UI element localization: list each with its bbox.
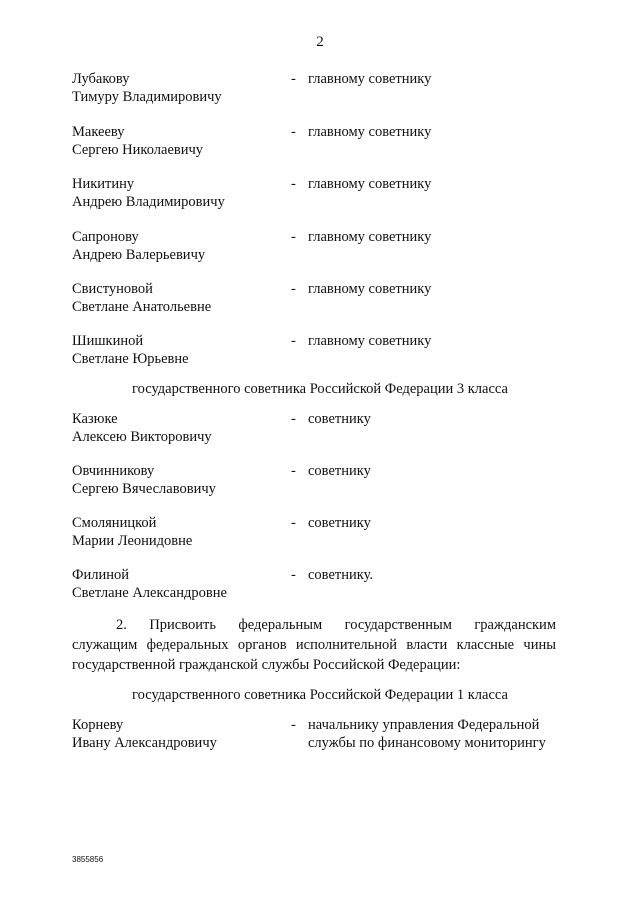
dash: - bbox=[291, 124, 296, 140]
appointment-entry bbox=[72, 514, 572, 554]
surname: Никитину bbox=[72, 176, 135, 192]
position: главному советнику bbox=[308, 71, 432, 87]
page-number: 2 bbox=[316, 34, 324, 50]
position: советнику bbox=[308, 463, 371, 479]
appointment-entry bbox=[72, 716, 572, 772]
dash: - bbox=[291, 229, 296, 245]
appointment-entry bbox=[72, 228, 572, 268]
dash: - bbox=[291, 333, 296, 349]
paragraph-2-first-line: 2. Присвоить федеральным государственным гражданским bbox=[116, 617, 556, 633]
position: главному советнику bbox=[308, 229, 432, 245]
dash: - bbox=[291, 515, 296, 531]
surname: Лубакову bbox=[72, 71, 130, 87]
surname: Филиной bbox=[72, 567, 129, 583]
given-names: Светлане Анатольевне bbox=[72, 299, 212, 315]
given-names: Марии Леонидовне bbox=[72, 533, 193, 549]
appointment-entry bbox=[72, 175, 572, 215]
surname: Макееву bbox=[72, 124, 125, 140]
position: главному советнику bbox=[308, 176, 432, 192]
surname: Корневу bbox=[72, 717, 124, 733]
surname: Казюке bbox=[72, 411, 118, 427]
given-names: Алексею Викторовичу bbox=[72, 429, 212, 445]
surname: Свистуновой bbox=[72, 281, 153, 297]
appointment-entry bbox=[72, 462, 572, 502]
given-names: Ивану Александровичу bbox=[72, 735, 217, 751]
paragraph-2 bbox=[72, 615, 556, 675]
dash: - bbox=[291, 71, 296, 87]
dash: - bbox=[291, 281, 296, 297]
rank-heading-class-3: государственного советника Российской Федерации 3 класса bbox=[132, 381, 508, 397]
surname: Шишкиной bbox=[72, 333, 144, 349]
appointment-entry bbox=[72, 410, 572, 450]
surname: Сапронову bbox=[72, 229, 139, 245]
dash: - bbox=[291, 176, 296, 192]
dash: - bbox=[291, 411, 296, 427]
surname: Смоляницкой bbox=[72, 515, 157, 531]
given-names: Сергею Николаевичу bbox=[72, 142, 204, 158]
given-names: Андрею Валерьевичу bbox=[72, 247, 206, 263]
position: советнику bbox=[308, 515, 371, 531]
given-names: Светлане Юрьевне bbox=[72, 351, 189, 367]
appointment-entry bbox=[72, 332, 572, 372]
paragraph-2-body: служащим федеральных органов исполнительной власти классные чины государственной гражданской службы Российской Федерации: bbox=[72, 637, 556, 673]
surname: Овчинникову bbox=[72, 463, 155, 479]
position: главному советнику bbox=[308, 124, 432, 140]
given-names: Андрею Владимировичу bbox=[72, 194, 225, 210]
given-names: Светлане Александровне bbox=[72, 585, 227, 601]
given-names: Тимуру Владимировичу bbox=[72, 89, 222, 105]
position: начальнику управления Федеральной службы по финансовому мониторингу bbox=[308, 717, 546, 751]
appointment-entry bbox=[72, 280, 572, 320]
rank-heading-class-1: государственного советника Российской Федерации 1 класса bbox=[132, 687, 508, 703]
appointment-entry bbox=[72, 566, 572, 606]
position: главному советнику bbox=[308, 281, 432, 297]
position: главному советнику bbox=[308, 333, 432, 349]
dash: - bbox=[291, 567, 296, 583]
position: советнику. bbox=[308, 567, 374, 583]
given-names: Сергею Вячеславовичу bbox=[72, 481, 216, 497]
document-code: 3855856 bbox=[72, 855, 104, 864]
dash: - bbox=[291, 463, 296, 479]
appointment-entry bbox=[72, 123, 572, 163]
dash: - bbox=[291, 717, 296, 733]
appointment-entry bbox=[72, 70, 572, 110]
position: советнику bbox=[308, 411, 371, 427]
